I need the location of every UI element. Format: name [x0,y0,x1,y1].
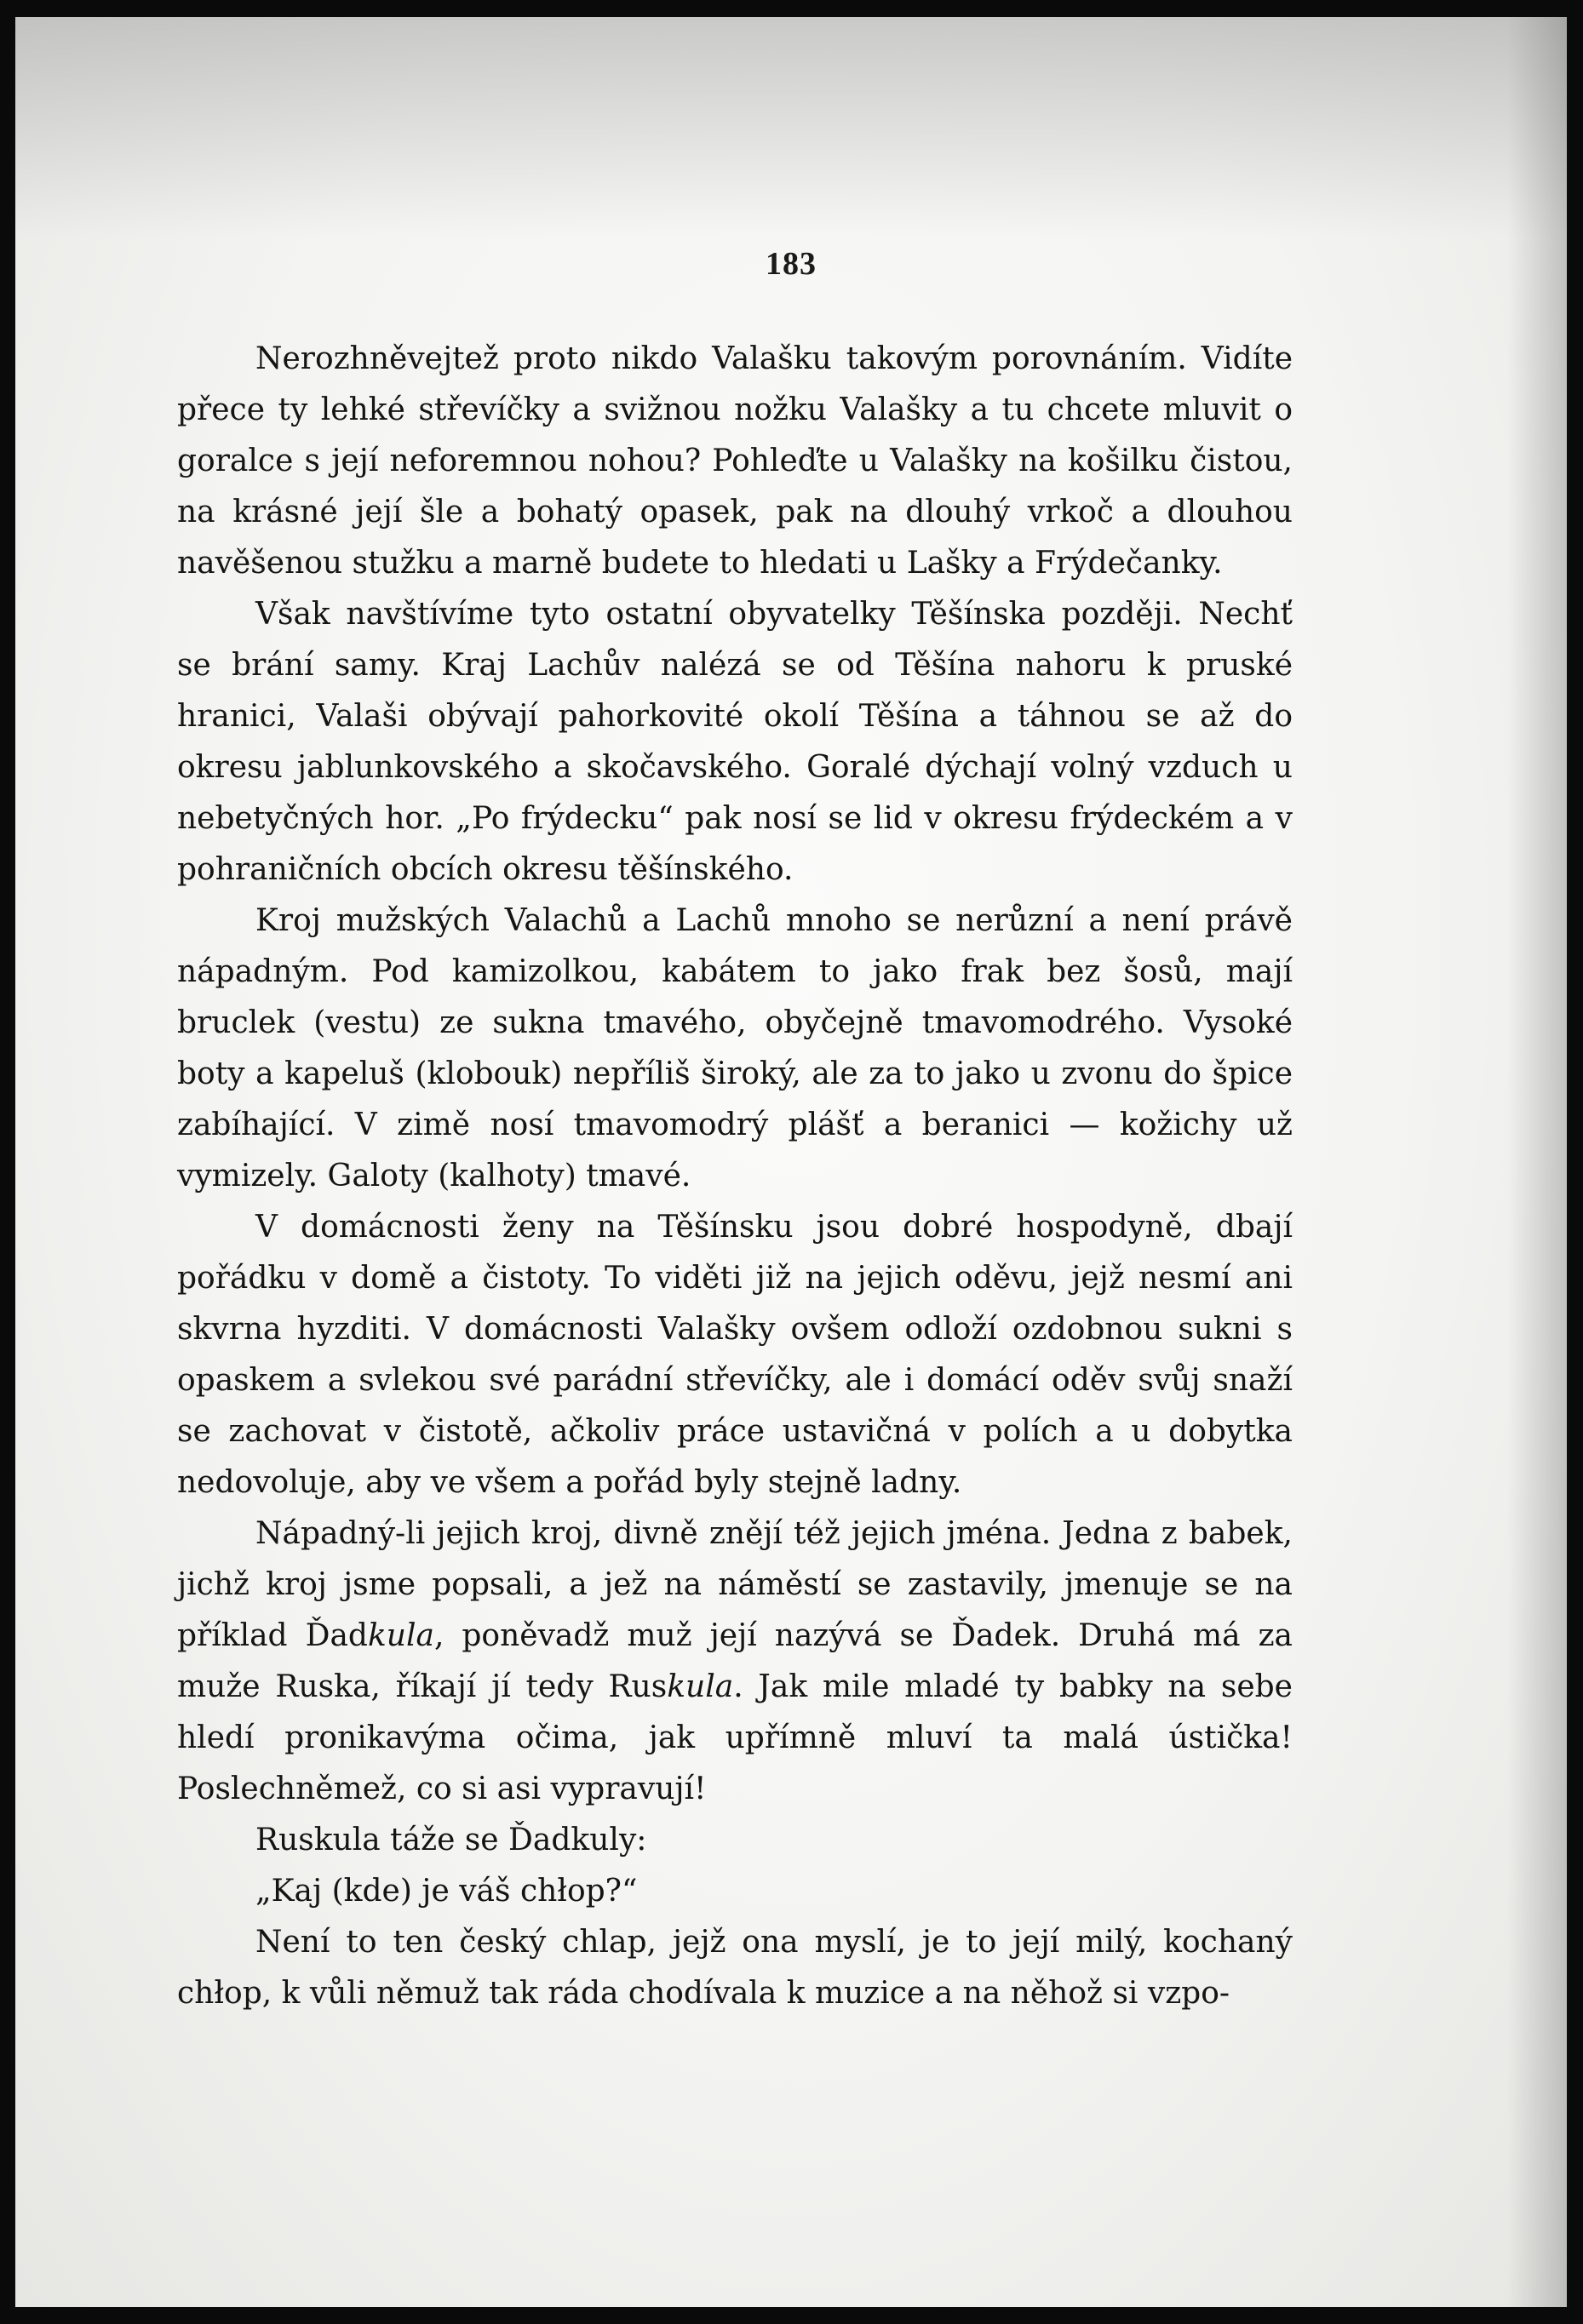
page-number: 183 [766,246,817,282]
italic-run: kula [367,1618,434,1653]
paragraph [177,1508,1293,1815]
paragraph: Není to ten český chlap, jejž ona myslí, je to její milý, kochaný chłop, k vůli němuž tak ráda chodívala k muzice a na něhož si vzpo- [177,1925,1293,2011]
text-run: . Jak mile mladé ty babky na sebe hledí pronikavýma očima, jak upřímně mluví ta malá ústička! Poslechněmež, co si asi vypravují! [177,1669,1293,1806]
paragraph: V domácnosti ženy na Těšínsku jsou dobré hospodyně, dbají pořádku v domě a čistoty. To viděti již na jejich oděvu, jejž nesmí ani skvrna hyzditi. V domácnosti Valašky ovšem odloží ozdobnou sukni s opaskem a svlekou své parádní střevíčky, ale i domácí oděv svůj snaží se zachovat v čistotě, ačkoliv práce ustavičná v polích a u dobytka nedovoluje, aby ve všem a pořád byly stejně ladny. [177,1210,1293,1500]
paragraph: „Kaj (kde) je váš chłop?“ [255,1874,638,1909]
italic-run: kula [667,1669,734,1704]
paragraph: Kroj mužských Valachů a Lachů mnoho se nerůzní a není právě nápadným. Pod kamizolkou, kabátem to jako frak bez šosů, mají bruclek (vestu) ze sukna tmavého, obyčejně tmavomodrého. Vysoké boty a kapeluš (klobouk) nepříliš široký, ale za to jako u zvonu do špice zabíhající. V zimě nosí tmavomodrý plášť a beranici — kožichy už vymizely. Galoty (kalhoty) tmavé. [177,903,1293,1193]
text-run: Nápadný-li jejich kroj, divně znějí též jejich jména. Jedna z babek, jichž kroj jsme popsali, a jež na náměstí se zastavily, jmenuje se na příklad Ďad [177,1516,1293,1653]
paragraph: Však navštívíme tyto ostatní obyvatelky Těšínska později. Nechť se brání samy. Kraj Lachův nalézá se od Těšína nahoru k pruské hranici, Valaši obývají pahorkovité okolí Těšína a táhnou se až do okresu jablunkovského a skočavského. Goralé dýchají volný vzduch u nebetyčných hor. „Po frýdecku“ pak nosí se lid v okresu frýdeckém a v pohraničních obcích okresu těšínského. [177,597,1293,887]
paragraph: Nerozhněvejtež proto nikdo Valašku takovým porovnáním. Vidíte přece ty lehké střevíčky a svižnou nožku Valašky a tu chcete mluvit o goralce s její neforemnou nohou? Pohleďte u Valašky na košilku čistou, na krásné její šle a bohatý opasek, pak na dlouhý vrkoč a dlouhou navěšenou stužku a marně budete to hledati u Lašky a Frýdečanky. [177,341,1293,581]
paragraph: Ruskula táže se Ďadkuly: [255,1823,647,1857]
body-text [177,334,1293,2019]
book-page [15,17,1567,2307]
text-run: , poněvadž muž její nazývá se Ďadek. Druhá má za muže Ruska, říkají jí tedy Rus [177,1618,1293,1704]
